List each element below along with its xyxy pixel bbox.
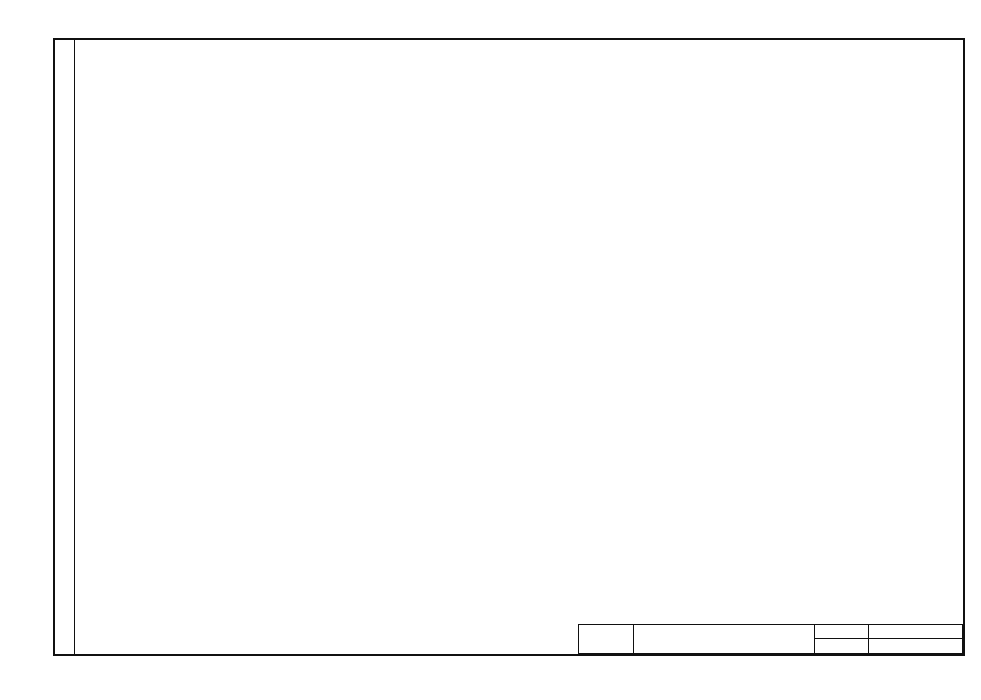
atlas-label <box>815 625 869 639</box>
atlas-number <box>869 625 962 639</box>
title-block <box>578 624 963 654</box>
drawing-title <box>634 625 815 653</box>
title-label <box>579 625 634 653</box>
drawing-frame <box>53 38 965 656</box>
atlas-info <box>815 625 962 653</box>
approval-strip <box>53 38 75 656</box>
page-label <box>815 639 869 653</box>
page-number <box>869 639 962 653</box>
